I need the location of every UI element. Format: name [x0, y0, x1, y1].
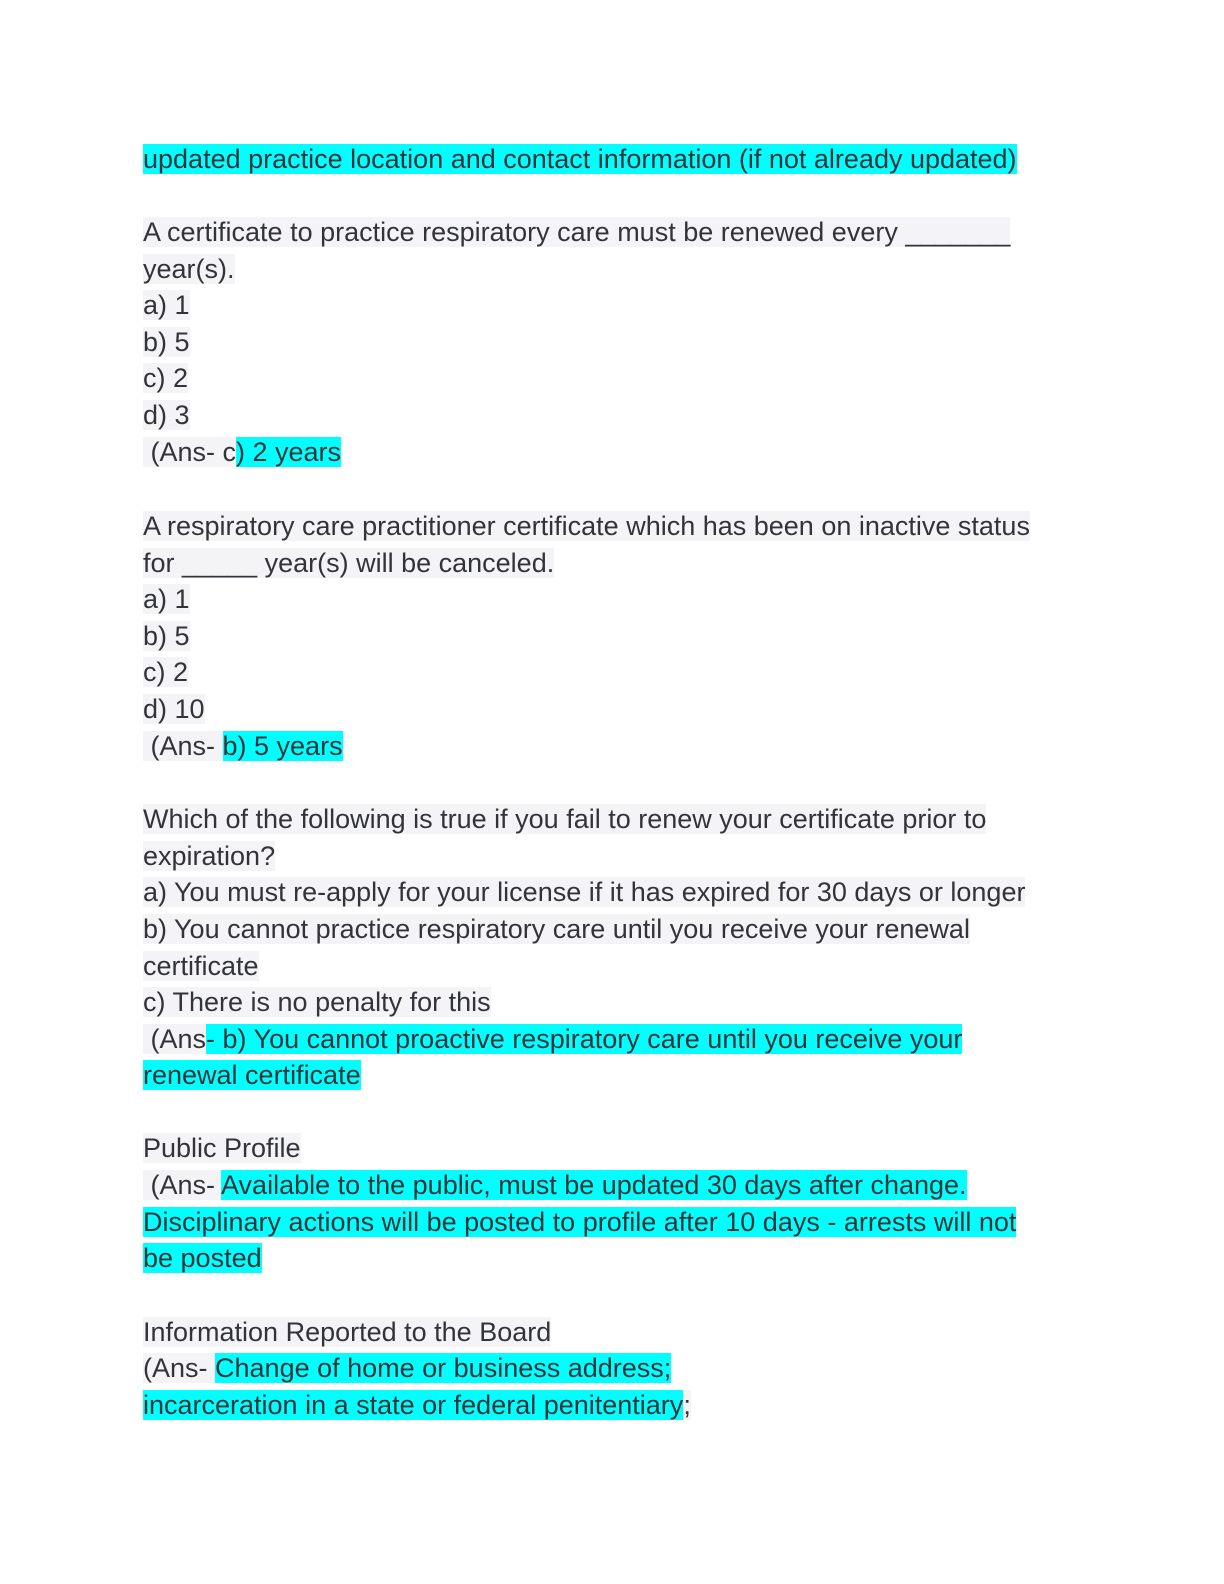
q4-answer-highlight: Available to the public, must be updated 30 days after change.: [221, 1170, 967, 1200]
q1-option-b: b) 5: [143, 327, 190, 357]
q4-answer-line3: be posted: [143, 1243, 262, 1273]
q2-option-c: c) 2: [143, 657, 189, 687]
q2-stem-line1: A respiratory care practitioner certificate which has been on inactive status: [143, 511, 1030, 541]
q1-stem-line2: year(s).: [143, 254, 235, 284]
q3-option-b-line2: certificate: [143, 951, 259, 981]
q1-option-d: d) 3: [143, 400, 190, 430]
q2-answer-highlight: b) 5 years: [222, 731, 343, 761]
q2-answer: (Ans- b) 5 years: [143, 731, 343, 761]
q5-answer-line2: incarceration in a state or federal penitentiary;: [143, 1390, 691, 1420]
q3-answer-line2: [143, 1058, 361, 1092]
q3-stem-line2: expiration?: [143, 841, 276, 871]
q2-option-b: b) 5: [143, 621, 190, 651]
q3-stem-line1: Which of the following is true if you fail to renew your certificate prior to: [143, 804, 987, 834]
q4-answer-line1: (Ans- Available to the public, must be updated 30 days after change.: [143, 1170, 967, 1200]
q5-answer-line1: (Ans- Change of home or business address;: [143, 1353, 672, 1383]
q3-option-a: a) You must re-apply for your license if it has expired for 30 days or longer: [143, 877, 1026, 907]
q5-term: Information Reported to the Board: [143, 1317, 552, 1347]
q3-answer-line1: (Ans- b) You cannot proactive respiratory care until you receive your: [143, 1024, 963, 1054]
q1-option-a: a) 1: [143, 290, 190, 320]
q3-answer-highlight-continued: renewal certificate: [143, 1060, 361, 1090]
q3-answer-highlight: - b) You cannot proactive respiratory care until you receive your: [206, 1024, 963, 1054]
q1-option-c: c) 2: [143, 363, 189, 393]
q2-option-a: a) 1: [143, 584, 190, 614]
q2-stem-line2: for _____ year(s) will be canceled.: [143, 548, 555, 578]
q3-option-c: c) There is no penalty for this: [143, 987, 491, 1017]
intro-highlight: updated practice location and contact information (if not already updated): [143, 144, 1017, 174]
q1-answer: (Ans- c) 2 years: [143, 437, 342, 467]
q3-option-b-line1: b) You cannot practice respiratory care until you receive your renewal: [143, 914, 970, 944]
q1-stem-line1: A certificate to practice respiratory care must be renewed every _______: [143, 217, 1011, 247]
q5-answer-highlight: Change of home or business address;: [215, 1353, 672, 1383]
q4-answer-line2: Disciplinary actions will be posted to profile after 10 days - arrests will not: [143, 1207, 1017, 1237]
intro-line: [143, 142, 1017, 176]
q2-option-d: d) 10: [143, 694, 205, 724]
q1-answer-highlight: ) 2 years: [236, 437, 342, 467]
q4-term: Public Profile: [143, 1133, 301, 1163]
